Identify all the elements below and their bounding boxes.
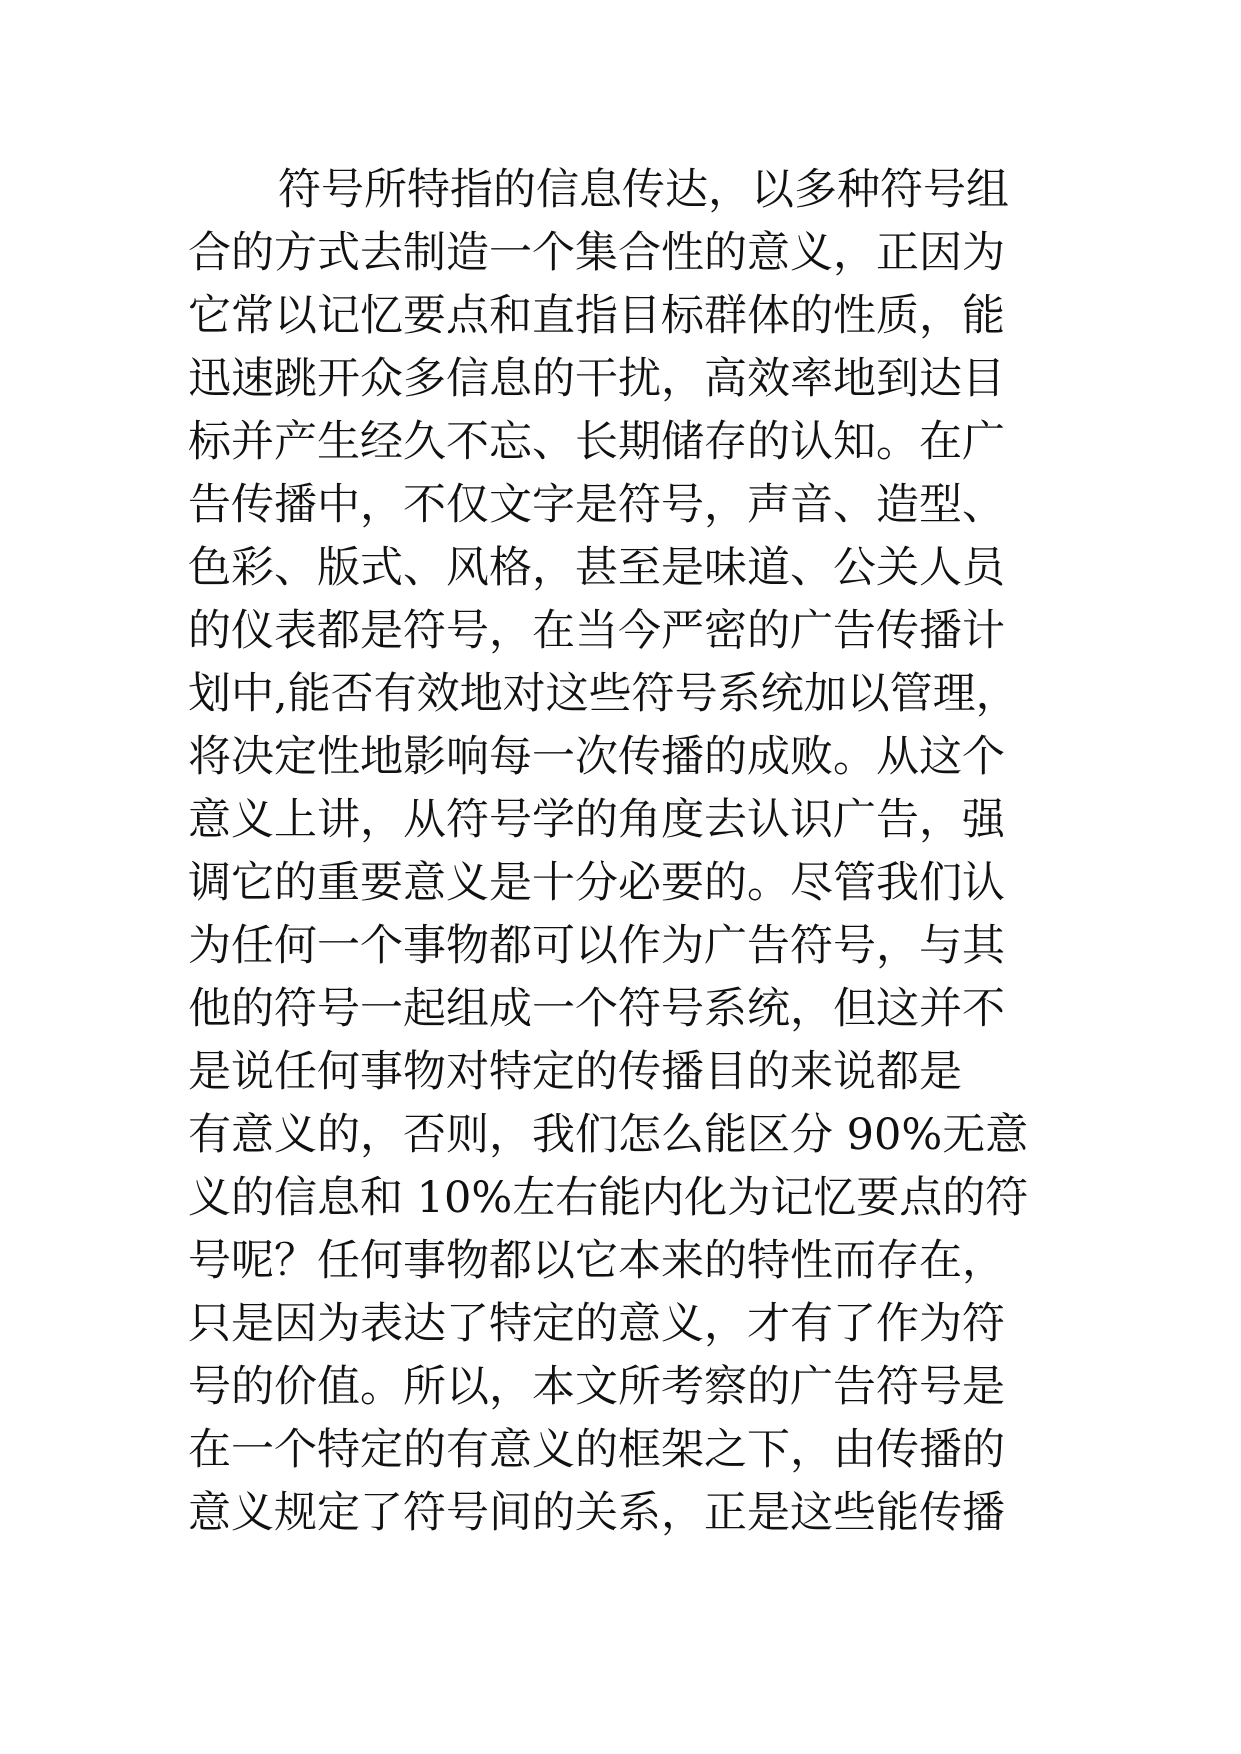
text-line: 是说任何事物对特定的传播目的来说都是 (188, 1047, 962, 1097)
text-line: 义的信息和 10%左右能内化为记忆要点的符 (188, 1173, 1029, 1223)
text-line: 为任何一个事物都可以作为广告符号，与其 (188, 921, 1005, 971)
text-line: 有意义的，否则，我们怎么能区分 90%无意 (188, 1110, 1029, 1160)
text-line: 将决定性地影响每一次传播的成败。从这个 (188, 732, 1005, 782)
text-line: 划中,能否有效地对这些符号系统加以管理， (188, 669, 1019, 719)
text-line: 迅速跳开众多信息的干扰，高效率地到达目 (188, 354, 1005, 404)
text-line: 在一个特定的有意义的框架之下，由传播的 (188, 1425, 1005, 1475)
text-line: 合的方式去制造一个集合性的意义，正因为 (188, 228, 1005, 278)
text-line: 他的符号一起组成一个符号系统，但这并不 (188, 984, 1005, 1034)
text-line: 只是因为表达了特定的意义，才有了作为符 (188, 1299, 1005, 1349)
text-line: 它常以记忆要点和直指目标群体的性质，能 (188, 291, 1005, 341)
text-line: 调它的重要意义是十分必要的。尽管我们认 (188, 858, 1005, 908)
text-line: 号呢？任何事物都以它本来的特性而存在， (188, 1236, 1005, 1286)
text-line: 色彩、版式、风格，甚至是味道、公关人员 (188, 543, 1005, 593)
text-line: 告传播中，不仅文字是符号，声音、造型、 (188, 480, 1005, 530)
text-line: 意义上讲，从符号学的角度去认识广告，强 (188, 795, 1005, 845)
text-line: 标并产生经久不忘、长期储存的认知。在广 (188, 417, 1005, 467)
text-line: 号的价值。所以，本文所考察的广告符号是 (188, 1362, 1005, 1412)
text-line: 符号所特指的信息传达，以多种符号组 (278, 165, 1009, 215)
text-line: 意义规定了符号间的关系，正是这些能传播 (188, 1488, 1005, 1538)
text-line: 的仪表都是符号，在当今严密的广告传播计 (188, 606, 1005, 656)
